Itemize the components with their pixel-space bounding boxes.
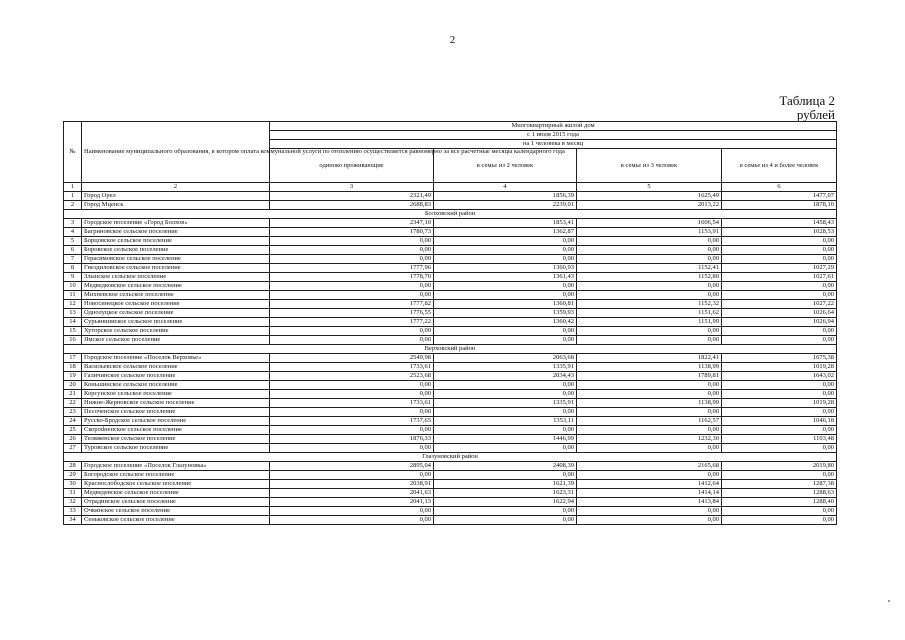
tariff-value: 0,00 xyxy=(722,255,837,264)
header-number: № xyxy=(64,122,82,183)
table-row xyxy=(64,462,837,471)
tariff-value: 1414,14 xyxy=(577,489,722,498)
row-number: 32 xyxy=(64,498,82,507)
header-col-single: одиноко проживающие xyxy=(270,149,434,183)
municipality-name: Русско-Бродское сельское поселение xyxy=(82,417,270,426)
scan-mark xyxy=(888,600,890,602)
row-number: 11 xyxy=(64,291,82,300)
table-row xyxy=(64,219,837,228)
tariff-value: 0,00 xyxy=(722,408,837,417)
row-number: 1 xyxy=(64,192,82,201)
district-row xyxy=(64,210,837,219)
tariff-value: 1789,81 xyxy=(577,372,722,381)
tariff-value: 1446,99 xyxy=(434,435,577,444)
tariff-value: 1625,49 xyxy=(577,192,722,201)
municipality-name: Гнездиловское сельское поселение xyxy=(82,264,270,273)
tariff-value: 1287,38 xyxy=(722,480,837,489)
tariff-value: 0,00 xyxy=(722,516,837,525)
table-row xyxy=(64,291,837,300)
tariff-value: 1152,80 xyxy=(577,273,722,282)
tariff-value: 1413,84 xyxy=(577,498,722,507)
tariff-value: 1027,22 xyxy=(722,300,837,309)
tariff-value: 1621,39 xyxy=(434,480,577,489)
table-row xyxy=(64,255,837,264)
tariff-value: 1353,11 xyxy=(434,417,577,426)
tariff-value: 1477,07 xyxy=(722,192,837,201)
tariff-value: 1876,33 xyxy=(270,435,434,444)
tariff-value: 2013,22 xyxy=(577,201,722,210)
district-name: Глазуновский район xyxy=(64,453,837,462)
tariff-value: 0,00 xyxy=(270,381,434,390)
tariff-value: 1138,99 xyxy=(577,363,722,372)
municipality-name: Скорodненское сельское поселение xyxy=(82,426,270,435)
municipality-name: Медведевское сельское поселение xyxy=(82,489,270,498)
row-number: 31 xyxy=(64,489,82,498)
tariff-value: 1853,41 xyxy=(434,219,577,228)
tariff-value: 1028,53 xyxy=(722,228,837,237)
tariff-value: 0,00 xyxy=(722,282,837,291)
tariff-value: 0,00 xyxy=(722,471,837,480)
header-col-two: в семье из 2 человек xyxy=(434,149,577,183)
municipality-name: Песоченское сельское поселение xyxy=(82,408,270,417)
municipality-name: Коньшинское сельское поселение xyxy=(82,381,270,390)
row-number: 34 xyxy=(64,516,82,525)
tariff-value: 0,00 xyxy=(577,291,722,300)
table-row xyxy=(64,336,837,345)
tariff-value: 0,00 xyxy=(577,327,722,336)
tariff-value: 2034,43 xyxy=(434,372,577,381)
municipality-name: Михневское сельское поселение xyxy=(82,291,270,300)
tariff-value: 0,00 xyxy=(434,471,577,480)
row-number: 21 xyxy=(64,390,82,399)
tariff-value: 1152,32 xyxy=(577,300,722,309)
table-row xyxy=(64,444,837,453)
tariff-value: 0,00 xyxy=(270,246,434,255)
municipality-name: Борцовское сельское поселение xyxy=(82,237,270,246)
row-number: 5 xyxy=(64,237,82,246)
district-row xyxy=(64,453,837,462)
tariff-value: 0,00 xyxy=(434,507,577,516)
row-number: 8 xyxy=(64,264,82,273)
municipality-name: Герасимовское сельское поселение xyxy=(82,255,270,264)
municipality-name: Злынское сельское поселение xyxy=(82,273,270,282)
row-number: 33 xyxy=(64,507,82,516)
municipality-name: Корсунское сельское поселение xyxy=(82,390,270,399)
tariff-value: 1777,82 xyxy=(270,300,434,309)
tariff-value: 1733,61 xyxy=(270,363,434,372)
tariff-value: 1288,40 xyxy=(722,498,837,507)
tariff-value: 0,00 xyxy=(434,444,577,453)
municipality-name: Ямское сельское поселение xyxy=(82,336,270,345)
row-number: 17 xyxy=(64,354,82,363)
tariff-value: 2523,68 xyxy=(270,372,434,381)
table-row xyxy=(64,426,837,435)
tariff-value: 1822,41 xyxy=(577,354,722,363)
tariff-value: 1643,02 xyxy=(722,372,837,381)
tariff-value: 1737,65 xyxy=(270,417,434,426)
column-number: 1 xyxy=(64,183,82,192)
table-body xyxy=(64,192,837,525)
table-row xyxy=(64,273,837,282)
municipality-name: Васильевское сельское поселение xyxy=(82,363,270,372)
municipality-name: Городское поселение «Поселок Глазуновка» xyxy=(82,462,270,471)
tariff-value: 1026,64 xyxy=(722,309,837,318)
tariff-value: 1335,91 xyxy=(434,363,577,372)
tariff-value: 2408,39 xyxy=(434,462,577,471)
tariff-value: 0,00 xyxy=(270,408,434,417)
tariff-value: 0,00 xyxy=(577,255,722,264)
tariff-value: 2239,01 xyxy=(434,201,577,210)
row-number: 16 xyxy=(64,336,82,345)
tariff-value: 1458,43 xyxy=(722,219,837,228)
row-number: 18 xyxy=(64,363,82,372)
tariff-value: 0,00 xyxy=(577,426,722,435)
tariff-value: 0,00 xyxy=(270,507,434,516)
tariff-value: 0,00 xyxy=(434,426,577,435)
column-number: 5 xyxy=(577,183,722,192)
tariff-value: 1027,29 xyxy=(722,264,837,273)
tariff-value: 0,00 xyxy=(270,516,434,525)
table-row xyxy=(64,381,837,390)
municipality-name: Однолуцкое сельское поселение xyxy=(82,309,270,318)
table-row xyxy=(64,300,837,309)
tariff-value: 1151,99 xyxy=(577,318,722,327)
tariff-value: 0,00 xyxy=(577,507,722,516)
table-row xyxy=(64,246,837,255)
municipality-name: Город Мценск xyxy=(82,201,270,210)
tariff-value: 0,00 xyxy=(270,336,434,345)
municipality-name: Новосинецкое сельское поселение xyxy=(82,300,270,309)
tariff-value: 0,00 xyxy=(722,390,837,399)
tariff-value: 1776,55 xyxy=(270,309,434,318)
table-row xyxy=(64,498,837,507)
tariff-value: 2165,68 xyxy=(577,462,722,471)
municipality-name: Очкинское сельское поселение xyxy=(82,507,270,516)
municipality-name: Богородское сельское поселение xyxy=(82,471,270,480)
row-number: 14 xyxy=(64,318,82,327)
tariff-value: 1232,30 xyxy=(577,435,722,444)
tariff-value: 0,00 xyxy=(270,327,434,336)
tariff-value: 0,00 xyxy=(434,327,577,336)
tariff-value: 0,00 xyxy=(722,327,837,336)
table-row xyxy=(64,363,837,372)
tariff-value: 0,00 xyxy=(722,444,837,453)
table-row xyxy=(64,471,837,480)
tariff-value: 0,00 xyxy=(577,246,722,255)
tariff-value: 1153,91 xyxy=(577,228,722,237)
tariff-value: 0,00 xyxy=(434,282,577,291)
page-number: 2 xyxy=(449,34,456,46)
tariff-value: 2321,49 xyxy=(270,192,434,201)
table-row xyxy=(64,435,837,444)
row-number: 25 xyxy=(64,426,82,435)
district-name: Верховский район xyxy=(64,345,837,354)
tariff-value: 1361,43 xyxy=(434,273,577,282)
tariff-value: 2895,04 xyxy=(270,462,434,471)
tariff-value: 1606,54 xyxy=(577,219,722,228)
tariff-value: 0,00 xyxy=(722,291,837,300)
tariff-value: 0,00 xyxy=(270,390,434,399)
tariff-value: 1151,62 xyxy=(577,309,722,318)
table-row xyxy=(64,201,837,210)
tariff-value: 1103,48 xyxy=(722,435,837,444)
tariff-value: 2063,68 xyxy=(434,354,577,363)
row-number: 20 xyxy=(64,381,82,390)
tariff-value: 0,00 xyxy=(434,336,577,345)
tariff-value: 0,00 xyxy=(270,471,434,480)
row-number: 29 xyxy=(64,471,82,480)
tariff-value: 2688,83 xyxy=(270,201,434,210)
municipality-name: Теляженское сельское поселение xyxy=(82,435,270,444)
table-row xyxy=(64,399,837,408)
tariff-value: 0,00 xyxy=(434,390,577,399)
row-number: 13 xyxy=(64,309,82,318)
column-number: 4 xyxy=(434,183,577,192)
tariff-value: 1623,31 xyxy=(434,489,577,498)
tariff-value: 0,00 xyxy=(270,291,434,300)
tariff-value: 0,00 xyxy=(270,444,434,453)
row-number: 12 xyxy=(64,300,82,309)
table-label: Таблица 2 xyxy=(779,93,835,108)
row-number: 19 xyxy=(64,372,82,381)
table-row xyxy=(64,228,837,237)
row-number: 28 xyxy=(64,462,82,471)
tariff-value: 0,00 xyxy=(577,390,722,399)
tariff-value: 1622,94 xyxy=(434,498,577,507)
header-group: Многоквартирный жилой дом xyxy=(270,122,837,131)
table-row xyxy=(64,372,837,381)
tariff-value: 0,00 xyxy=(434,255,577,264)
tariff-value: 0,00 xyxy=(434,381,577,390)
table-row xyxy=(64,516,837,525)
tariff-value: 0,00 xyxy=(434,516,577,525)
tariff-value: 0,00 xyxy=(577,237,722,246)
tariff-value: 1878,10 xyxy=(722,201,837,210)
table-row xyxy=(64,282,837,291)
municipality-name: Хуторское сельское поселение xyxy=(82,327,270,336)
tariff-value: 1288,63 xyxy=(722,489,837,498)
district-name: Болховский район xyxy=(64,210,837,219)
table-row xyxy=(64,390,837,399)
tariff-value: 0,00 xyxy=(434,246,577,255)
tariff-value: 0,00 xyxy=(577,408,722,417)
row-number: 3 xyxy=(64,219,82,228)
column-number: 6 xyxy=(722,183,837,192)
tariff-value: 0,00 xyxy=(434,291,577,300)
tariff-value: 1152,41 xyxy=(577,264,722,273)
tariff-value: 0,00 xyxy=(722,237,837,246)
municipality-name: Городское поселение «Поселок Верховье» xyxy=(82,354,270,363)
tariff-value: 1777,22 xyxy=(270,318,434,327)
header-date: с 1 июля 2015 года xyxy=(270,131,837,140)
table-row xyxy=(64,309,837,318)
row-number: 4 xyxy=(64,228,82,237)
tariff-value: 2347,10 xyxy=(270,219,434,228)
table-row xyxy=(64,264,837,273)
column-number: 2 xyxy=(82,183,270,192)
tariff-value: 2549,98 xyxy=(270,354,434,363)
row-number: 26 xyxy=(64,435,82,444)
table-unit: рублей xyxy=(796,107,835,122)
table-row xyxy=(64,318,837,327)
tariff-value: 1360,93 xyxy=(434,264,577,273)
municipality-name: Сеньковское сельское поселение xyxy=(82,516,270,525)
tariff-value: 1733,61 xyxy=(270,399,434,408)
header-per: на 1 человека в месяц xyxy=(270,140,837,149)
table-row xyxy=(64,408,837,417)
tariff-value: 0,00 xyxy=(577,381,722,390)
column-number: 3 xyxy=(270,183,434,192)
tariff-value: 0,00 xyxy=(722,336,837,345)
table-row xyxy=(64,507,837,516)
header-col-four-plus: в семье из 4 и более человек xyxy=(722,149,837,183)
municipality-name: Сурьяниниское сельское поселение xyxy=(82,318,270,327)
tariff-value: 1046,18 xyxy=(722,417,837,426)
tariff-value: 0,00 xyxy=(270,282,434,291)
table-row xyxy=(64,417,837,426)
tariff-value: 2038,91 xyxy=(270,480,434,489)
row-number: 6 xyxy=(64,246,82,255)
municipality-name: Боровское сельское поселение xyxy=(82,246,270,255)
table-row xyxy=(64,480,837,489)
row-number: 30 xyxy=(64,480,82,489)
row-number: 10 xyxy=(64,282,82,291)
row-number: 27 xyxy=(64,444,82,453)
tariff-value: 1778,70 xyxy=(270,273,434,282)
tariff-value: 0,00 xyxy=(577,336,722,345)
municipality-name: Медведковское сельское поселение xyxy=(82,282,270,291)
tariff-value: 0,00 xyxy=(270,237,434,246)
tariff-value: 0,00 xyxy=(434,237,577,246)
header-name-column: Наименование муниципального образования, в котором оплата коммунальной услуги по отоплению осуществляется равномерно за все расчетные месяцы календарного года xyxy=(82,122,270,183)
tariff-value: 1360,42 xyxy=(434,318,577,327)
row-number: 15 xyxy=(64,327,82,336)
tariff-value: 1026,94 xyxy=(722,318,837,327)
tariff-value: 1162,57 xyxy=(577,417,722,426)
tariff-value: 1335,91 xyxy=(434,399,577,408)
table-row xyxy=(64,354,837,363)
tariff-value: 0,00 xyxy=(722,426,837,435)
tariff-value: 0,00 xyxy=(434,408,577,417)
tariff-value: 2019,80 xyxy=(722,462,837,471)
municipality-name: Багриновское сельское поселение xyxy=(82,228,270,237)
tariff-value: 1362,87 xyxy=(434,228,577,237)
tariff-value: 0,00 xyxy=(722,246,837,255)
table-caption xyxy=(779,94,835,122)
tariff-value: 1138,99 xyxy=(577,399,722,408)
column-numbers-row xyxy=(64,183,837,192)
tariff-table xyxy=(63,121,837,525)
tariff-value: 1359,93 xyxy=(434,309,577,318)
row-number: 22 xyxy=(64,399,82,408)
municipality-name: Отрадинское сельское поселение xyxy=(82,498,270,507)
tariff-value: 1019,28 xyxy=(722,363,837,372)
municipality-name: Галичинское сельское поселение xyxy=(82,372,270,381)
table-row xyxy=(64,237,837,246)
tariff-value: 0,00 xyxy=(577,516,722,525)
municipality-name: Городское поселение «Город Болхов» xyxy=(82,219,270,228)
tariff-value: 0,00 xyxy=(577,471,722,480)
tariff-value: 1777,96 xyxy=(270,264,434,273)
tariff-value: 0,00 xyxy=(722,381,837,390)
row-number: 7 xyxy=(64,255,82,264)
row-number: 2 xyxy=(64,201,82,210)
tariff-value: 2041,63 xyxy=(270,489,434,498)
table-row xyxy=(64,489,837,498)
municipality-name: Нижне-Жерновское сельское поселение xyxy=(82,399,270,408)
tariff-value: 0,00 xyxy=(577,444,722,453)
tariff-value: 2041,13 xyxy=(270,498,434,507)
table-row xyxy=(64,192,837,201)
tariff-value: 1780,73 xyxy=(270,228,434,237)
municipality-name: Краснослободское сельское поселение xyxy=(82,480,270,489)
tariff-value: 1675,38 xyxy=(722,354,837,363)
tariff-value: 1360,81 xyxy=(434,300,577,309)
table-row xyxy=(64,327,837,336)
tariff-value: 1027,61 xyxy=(722,273,837,282)
row-number: 9 xyxy=(64,273,82,282)
tariff-value: 0,00 xyxy=(270,426,434,435)
tariff-value: 1412,64 xyxy=(577,480,722,489)
header-col-three: в семье из 3 человек xyxy=(577,149,722,183)
row-number: 23 xyxy=(64,408,82,417)
municipality-name: Город Орел xyxy=(82,192,270,201)
tariff-value: 0,00 xyxy=(270,255,434,264)
row-number: 24 xyxy=(64,417,82,426)
tariff-value: 1019,28 xyxy=(722,399,837,408)
tariff-value: 1856,39 xyxy=(434,192,577,201)
district-row xyxy=(64,345,837,354)
tariff-value: 0,00 xyxy=(722,507,837,516)
tariff-value: 0,00 xyxy=(577,282,722,291)
municipality-name: Туровское сельское поселение xyxy=(82,444,270,453)
